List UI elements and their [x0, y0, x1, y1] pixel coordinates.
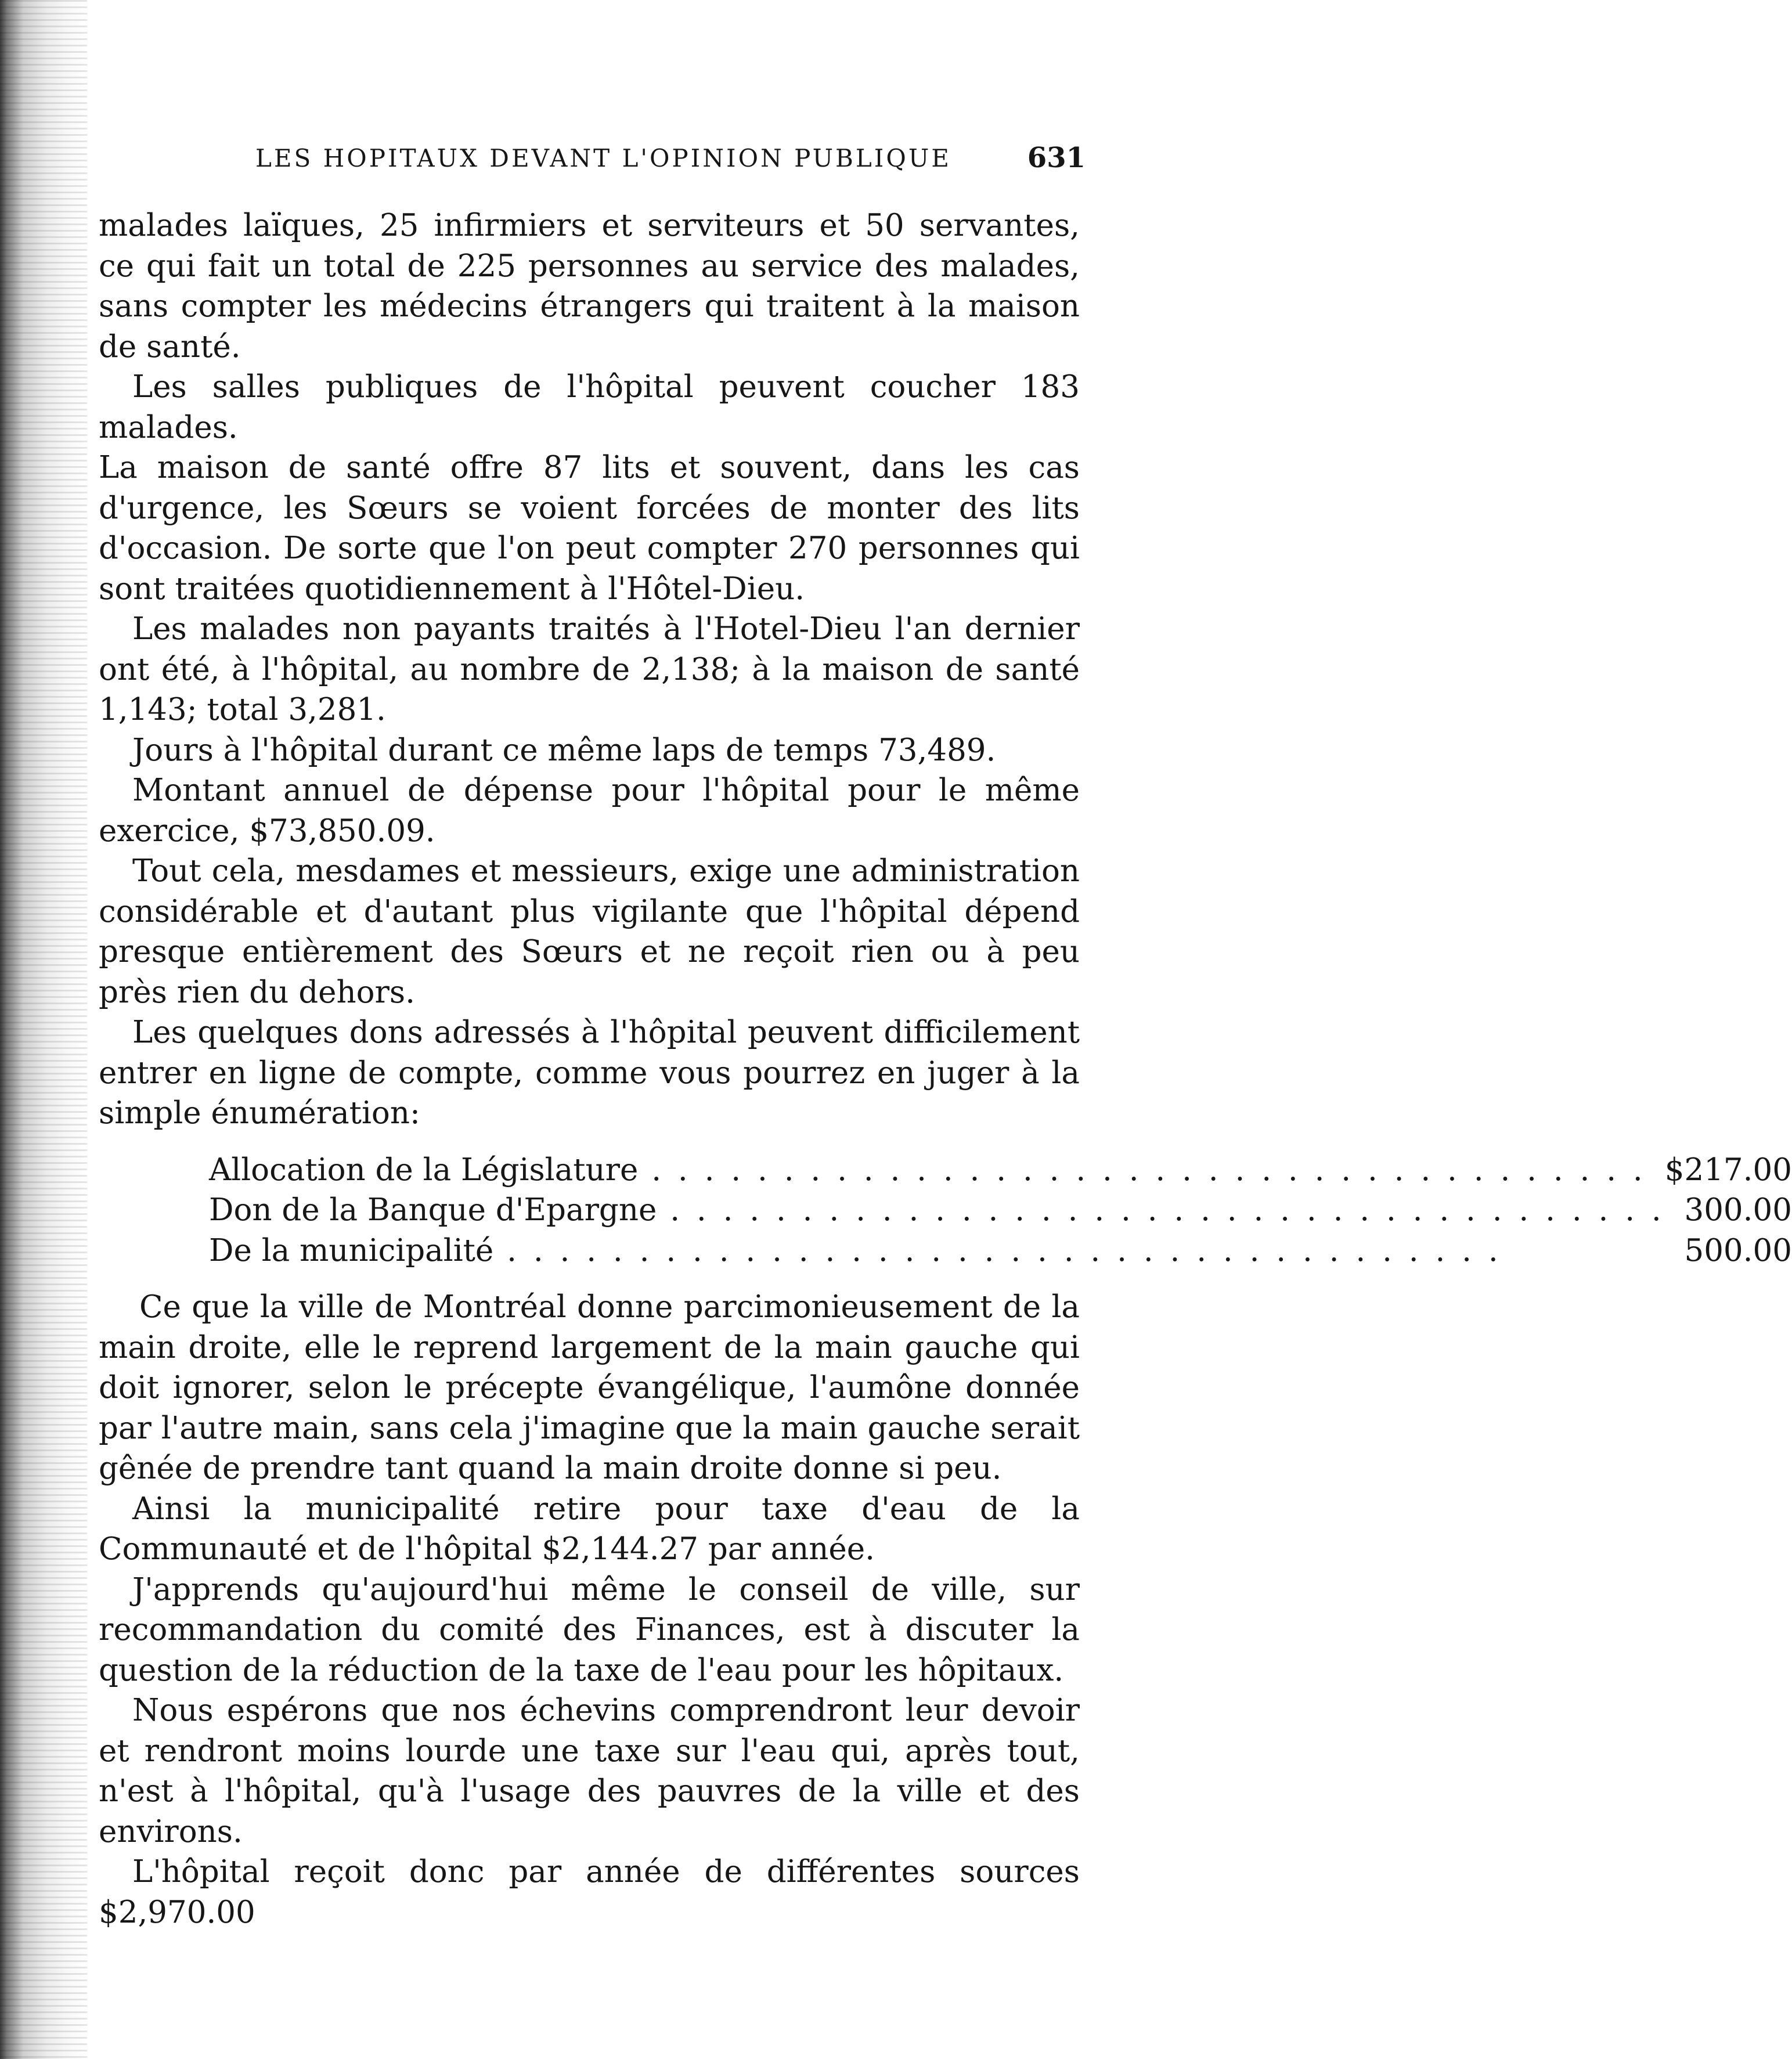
paragraph: Montant annuel de dépense pour l'hôpital pour le même exercice, $73,850.09. [99, 773, 1080, 849]
paragraph: Les salles publiques de l'hôpital peuvent coucher 183 malades. [99, 369, 1080, 445]
paragraph: malades laïques, 25 infirmiers et serviteurs et 50 servantes, ce qui fait un total de 225 personnes au service des malades, sans compter les médecins étrangers qui traitent à la maison de santé. [99, 208, 1080, 365]
paragraph: Nous espérons que nos échevins comprendront leur devoir et rendront moins lourde une taxe sur l'eau qui, après tout, n'est à l'hôpital, qu'à l'usage des pauvres de la ville et des environs. [99, 1693, 1080, 1849]
donation-row [209, 1231, 1792, 1271]
donation-label: De la municipalité . . . [209, 1231, 1665, 1271]
paragraph: J'apprends qu'aujourd'hui même le conseil de ville, sur recommandation du comité des Finances, est à discuter la question de la réduction de la taxe de l'eau pour les hôpitaux. [99, 1571, 1080, 1688]
donation-row [209, 1150, 1792, 1191]
running-head [99, 144, 1086, 185]
donation-row [209, 1190, 1792, 1231]
paragraph: Les quelques dons adressés à l'hôpital peuvent difficilement entrer en ligne de compte, comme vous pourrez en juger à la simple énumération: [99, 1015, 1080, 1131]
running-title: LES HOPITAUX DEVANT L'OPINION PUBLIQUE [255, 144, 951, 172]
page-number: 631 [1027, 142, 1086, 174]
donation-amount: 500.00 [1684, 1232, 1792, 1268]
paragraph: Ce que la ville de Montréal donne parcimonieusement de la main droite, elle le reprend largement de la main gauche qui doit ignorer, selon le précepte évangélique, l'aumône donnée par l'autre main, sans cela j'imagine que la main gauche serait gênée de prendre tant quand la main droite donne si peu. [99, 1289, 1080, 1486]
book-page [99, 0, 1792, 2059]
body-text [99, 205, 1792, 1932]
paragraph: L'hôpital reçoit donc par année de différentes sources $2,970.00 [99, 1854, 1080, 1930]
donation-amount: $217.00 [1664, 1152, 1792, 1188]
page-binding-edge [0, 0, 87, 2059]
paragraph: Ainsi la municipalité retire pour taxe d'eau de la Communauté et de l'hôpital $2,144.27 par année. [99, 1491, 1080, 1567]
donation-label: Allocation de la Législature . . . [209, 1150, 1665, 1191]
donations-table [209, 1150, 1792, 1271]
donation-amount: 300.00 [1684, 1192, 1792, 1228]
paragraph: La maison de santé offre 87 lits et souvent, dans les cas d'urgence, les Sœurs se voient forcées de monter des lits d'occasion. De sorte que l'on peut compter 270 personnes qui sont traitées quotidiennement à l'Hôtel-Dieu. [99, 450, 1080, 607]
paragraph: Les malades non payants traités à l'Hotel-Dieu l'an dernier ont été, à l'hôpital, au nombre de 2,138; à la maison de santé 1,143; total 3,281. [99, 611, 1080, 727]
donation-label: Don de la Banque d'Epargne . . . [209, 1190, 1665, 1231]
paragraph: Jours à l'hôpital durant ce même laps de temps 73,489. [132, 732, 996, 768]
paragraph: Tout cela, mesdames et messieurs, exige une administration considérable et d'autant plus vigilante que l'hôpital dépend presque entièrement des Sœurs et ne reçoit rien ou à peu près rien du dehors. [99, 853, 1080, 1010]
